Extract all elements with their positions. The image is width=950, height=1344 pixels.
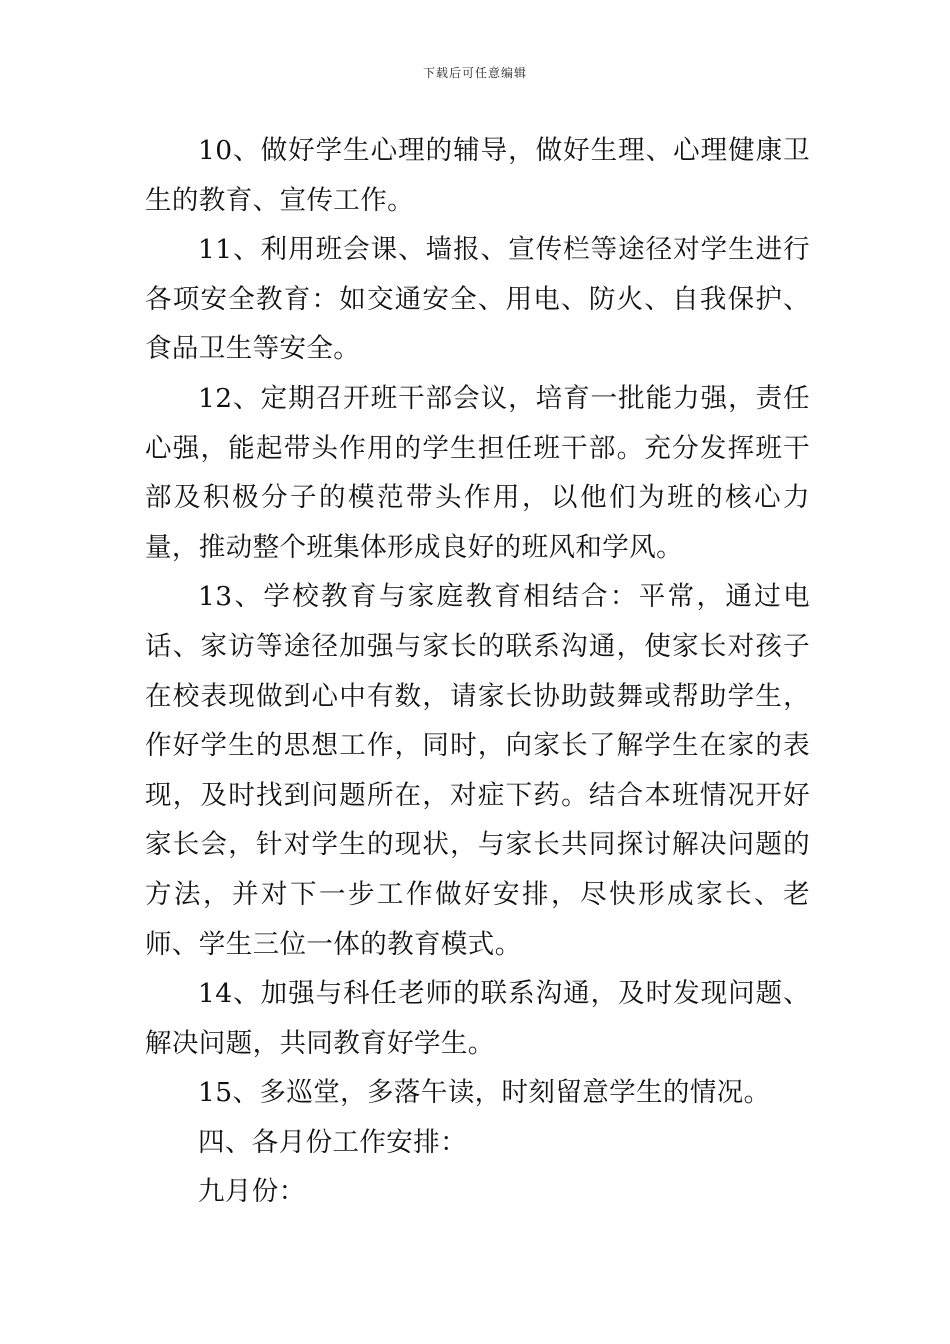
page-header: 下载后可任意编辑 xyxy=(422,66,527,80)
paragraph-item-15: 15、多巡堂，多落午读，时刻留意学生的情况。 xyxy=(198,1077,771,1109)
document-body xyxy=(145,126,810,1217)
paragraph-item-14: 14、加强与科任老师的联系沟通，及时发现问题、解决问题，共同教育好学生。 xyxy=(145,978,810,1059)
subheading-september: 九月份： xyxy=(198,1176,306,1208)
paragraph-item-10: 10、做好学生心理的辅导，做好生理、心理健康卫生的教育、宣传工作。 xyxy=(145,135,810,216)
paragraph-item-13: 13、学校教育与家庭教育相结合：平常，通过电话、家访等途径加强与家长的联系沟通，使家长对孩子在校表现做到心中有数，请家长协助鼓舞或帮助学生，作好学生的思想工作，同时，向家长了解学生在家的表现，及时找到问题所在，对症下药。结合本班情况开好家长会，针对学生的现状，与家长共同探讨解决问题的方法，并对下一步工作做好安排，尽快形成家长、老师、学生三位一体的教育模式。 xyxy=(145,581,810,960)
section-heading-monthly-plan: 四、各月份工作安排： xyxy=(198,1126,467,1158)
paragraph-item-11: 11、利用班会课、墙报、宣传栏等途径对学生进行各项安全教育：如交通安全、用电、防火、自我保护、食品卫生等安全。 xyxy=(145,234,810,365)
paragraph-item-12: 12、定期召开班干部会议，培育一批能力强，责任心强，能起带头作用的学生担任班干部。充分发挥班干部及积极分子的模范带头作用，以他们为班的核心力量，推动整个班集体形成良好的班风和学风。 xyxy=(145,382,810,563)
